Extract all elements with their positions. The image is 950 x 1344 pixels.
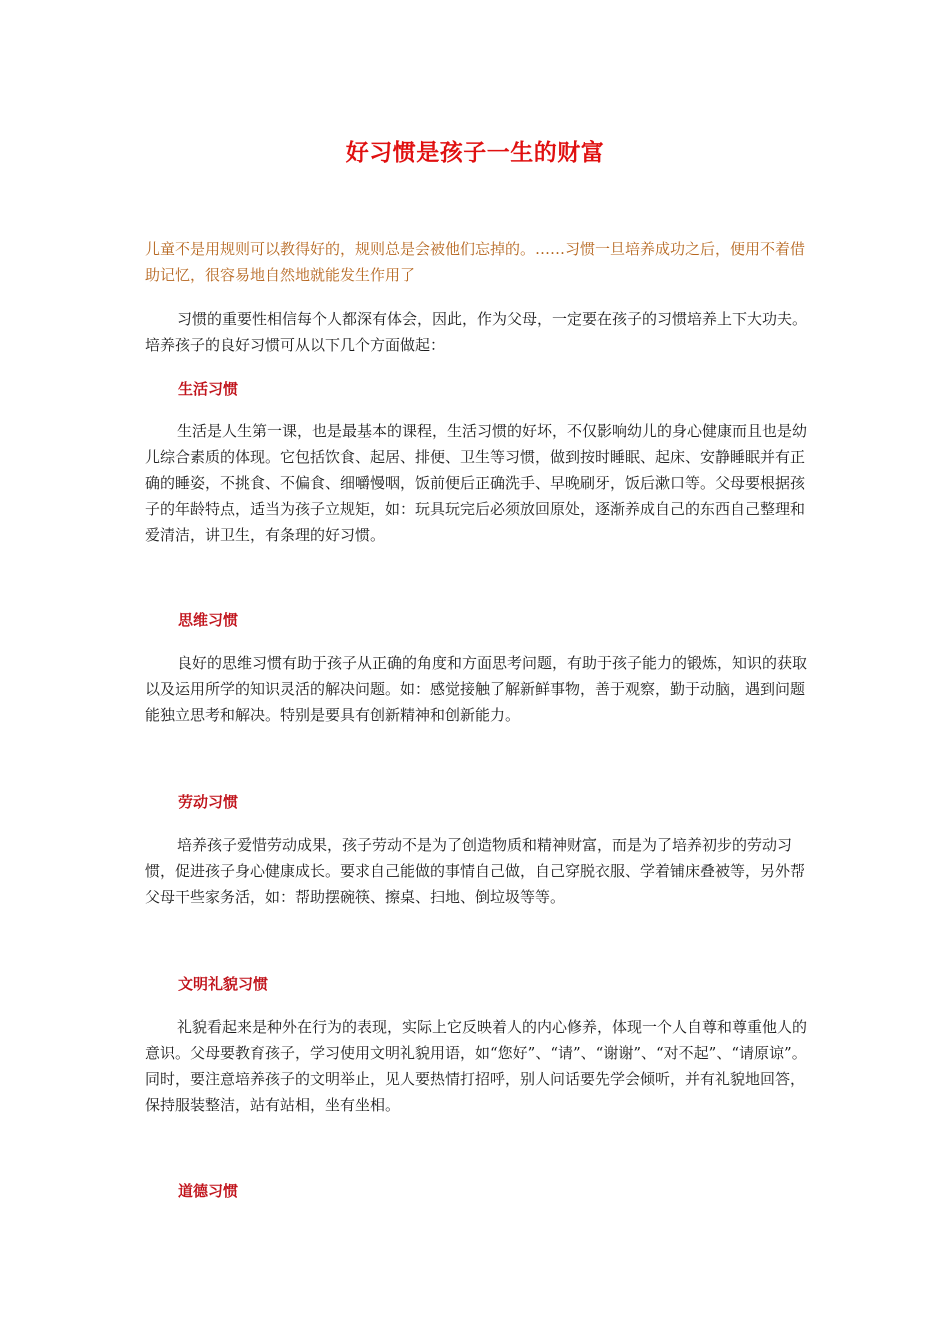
section-heading-thinking-habits: 思维习惯: [178, 611, 239, 629]
section-heading-moral-habits: 道德习惯: [178, 1182, 239, 1200]
section-body-manners-habits: 礼貌看起来是种外在行为的表现，实际上它反映着人的内心修养，体现一个人自尊和尊重他人的意识。父母要教育孩子，学习使用文明礼貌用语，如“您好”、“请”、“谢谢”、“对不起”、“请原谅”。同时，要注意培养孩子的文明举止，见人要热情打招呼，别人问话要先学会倾听，并有礼貌地回答，保持服装整洁，站有站相，坐有坐相。: [145, 1018, 808, 1114]
intro-quote: 儿童不是用规则可以教得好的，规则总是会被他们忘掉的。……习惯一旦培养成功之后，便用不着借助记忆，很容易地自然地就能发生作用了: [145, 240, 806, 284]
intro-paragraph: 习惯的重要性相信每个人都深有体会，因此，作为父母，一定要在孩子的习惯培养上下大功夫。培养孩子的良好习惯可从以下几个方面做起：: [145, 310, 808, 354]
section-body-thinking-habits: 良好的思维习惯有助于孩子从正确的角度和方面思考问题，有助于孩子能力的锻炼，知识的获取以及运用所学的知识灵活的解决问题。如：感觉接触了解新鲜事物，善于观察，勤于动脑，遇到问题能独立思考和解决。特别是要具有创新精神和创新能力。: [145, 654, 808, 724]
section-heading-labor-habits: 劳动习惯: [178, 793, 239, 811]
document-title: 好习惯是孩子一生的财富: [345, 140, 605, 166]
section-heading-manners-habits: 文明礼貌习惯: [178, 975, 269, 993]
section-heading-life-habits: 生活习惯: [178, 380, 239, 398]
section-body-labor-habits: 培养孩子爱惜劳动成果，孩子劳动不是为了创造物质和精神财富，而是为了培养初步的劳动习惯，促进孩子身心健康成长。要求自己能做的事情自己做，自己穿脱衣服、学着铺床叠被等，另外帮父母干些家务活，如：帮助摆碗筷、擦桌、扫地、倒垃圾等等。: [145, 836, 806, 906]
section-body-life-habits: 生活是人生第一课，也是最基本的课程，生活习惯的好坏，不仅影响幼儿的身心健康而且也是幼儿综合素质的体现。它包括饮食、起居、排便、卫生等习惯，做到按时睡眠、起床、安静睡眠并有正确的睡姿，不挑食、不偏食、细嚼慢咽，饭前便后正确洗手、早晚刷牙，饭后漱口等。父母要根据孩子的年龄特点，适当为孩子立规矩，如：玩具玩完后必须放回原处，逐渐养成自己的东西自己整理和爱清洁，讲卫生，有条理的好习惯。: [145, 422, 808, 544]
